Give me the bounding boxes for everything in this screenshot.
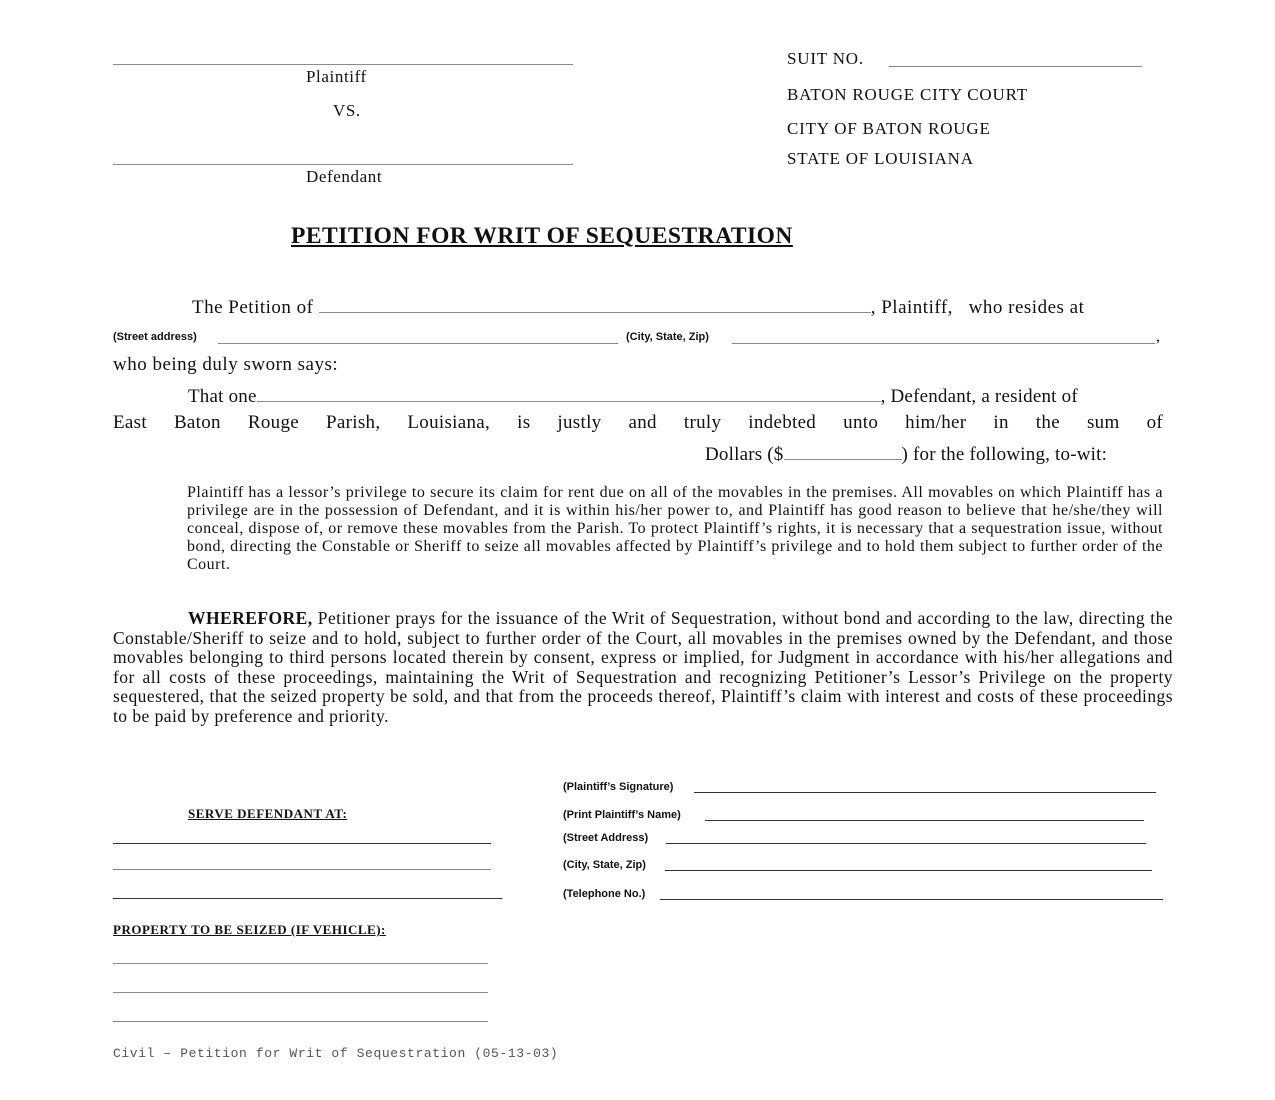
wherefore-paragraph (113, 609, 1173, 726)
plaintiff-label: Plaintiff (306, 67, 367, 86)
defendant-label: Defendant (306, 167, 383, 186)
address-comma: , (1156, 328, 1160, 345)
serve-defendant-line-3[interactable] (113, 898, 502, 899)
page-title: PETITION FOR WRIT OF SEQUESTRATION (291, 223, 793, 249)
wherefore-text: Petitioner prays for the issuance of the Writ of Sequestration, without bond and according to the law, directing the Constable/Sheriff to seize and to hold, subject to further order of the Court, all movables in the premises owned by the Defendant, and those movables belonging to third persons located therein by consent, express or implied, for Judgment in accordance with his/her allegations and for all costs of these proceedings, maintaining the Writ of Sequestration and recognizing Petitioner’s Lessor’s Privilege on the property sequestered, that the seized property be sold, and that from the proceeds thereof, Plaintiff’s claim with interest and costs of these proceedings to be paid by preference and priority. (113, 608, 1173, 726)
street-address-sig-field[interactable] (666, 843, 1146, 844)
street-address-sig-label: (Street Address) (563, 832, 649, 844)
that-one-prefix: That one (188, 386, 257, 407)
print-plaintiff-name-label: (Print Plaintiff’s Name) (563, 809, 681, 821)
property-seized-heading: PROPERTY TO BE SEIZED (IF VEHICLE): (113, 922, 386, 937)
plaintiff-name-line[interactable] (113, 64, 573, 65)
defendant-name-line[interactable] (113, 164, 573, 165)
plaintiff-resides-text: , Plaintiff, who resides at (870, 297, 1085, 318)
vs-label: VS. (333, 101, 361, 120)
dollars-prefix: Dollars ($ (705, 444, 784, 465)
street-address-label: (Street address) (113, 331, 197, 343)
defendant-name-field[interactable] (257, 383, 881, 402)
court-state: STATE OF LOUISIANA (787, 149, 974, 168)
sworn-text: who being duly sworn says: (113, 354, 339, 375)
dollars-suffix: ) for the following, to-wit: (901, 444, 1108, 465)
petition-intro-prefix: The Petition of (192, 297, 314, 318)
suit-no-field[interactable] (889, 66, 1142, 67)
property-seized-line-2[interactable] (113, 992, 488, 993)
serve-defendant-line-2[interactable] (113, 869, 491, 870)
city-state-zip-label: (City, State, Zip) (626, 331, 709, 343)
court-name: BATON ROUGE CITY COURT (787, 85, 1028, 104)
petition-intro-line (192, 294, 1084, 319)
form-footer: Civil – Petition for Writ of Sequestration (05-13-03) (113, 1046, 559, 1061)
plaintiff-signature-field[interactable] (694, 792, 1156, 793)
telephone-label: (Telephone No.) (563, 888, 646, 900)
defendant-line (188, 383, 1078, 408)
telephone-field[interactable] (660, 899, 1163, 900)
city-state-zip-sig-label: (City, State, Zip) (563, 859, 646, 871)
print-plaintiff-name-field[interactable] (705, 820, 1144, 821)
wherefore-lead: WHEREFORE, (188, 608, 313, 628)
dollars-line (705, 441, 1107, 466)
serve-defendant-line-1[interactable] (113, 843, 491, 844)
city-state-zip-sig-field[interactable] (665, 870, 1152, 871)
defendant-resident-text: , Defendant, a resident of (880, 386, 1078, 407)
property-seized-line-3[interactable] (113, 1021, 488, 1022)
street-address-field[interactable] (218, 343, 618, 344)
court-city: CITY OF BATON ROUGE (787, 119, 991, 138)
plaintiff-signature-label: (Plaintiff’s Signature) (563, 781, 674, 793)
lessor-privilege-paragraph: Plaintiff has a lessor’s privilege to secure its claim for rent due on all of the movables in the premises. All movables on which Plaintiff has a privilege are in the possession of Defendant, and it is within his/her power to, and Plaintiff has good reason to believe that he/she/they will conceal, dispose of, or remove these movables from the Parish. To protect Plaintiff’s rights, it is necessary that a sequestration issue, without bond, directing the Constable or Sheriff to seize all movables affected by Plaintiff’s privilege and to hold them subject to further order of the Court. (187, 484, 1163, 573)
suit-no-label: SUIT NO. (787, 49, 864, 68)
indebted-text: East Baton Rouge Parish, Louisiana, is justly and truly indebted unto him/her in the sum of (113, 412, 1163, 433)
amount-field[interactable] (784, 441, 902, 460)
serve-defendant-heading: SERVE DEFENDANT AT: (188, 806, 348, 821)
city-state-zip-field[interactable] (732, 343, 1155, 344)
property-seized-line-1[interactable] (113, 963, 488, 964)
plaintiff-name-field[interactable] (319, 294, 871, 313)
